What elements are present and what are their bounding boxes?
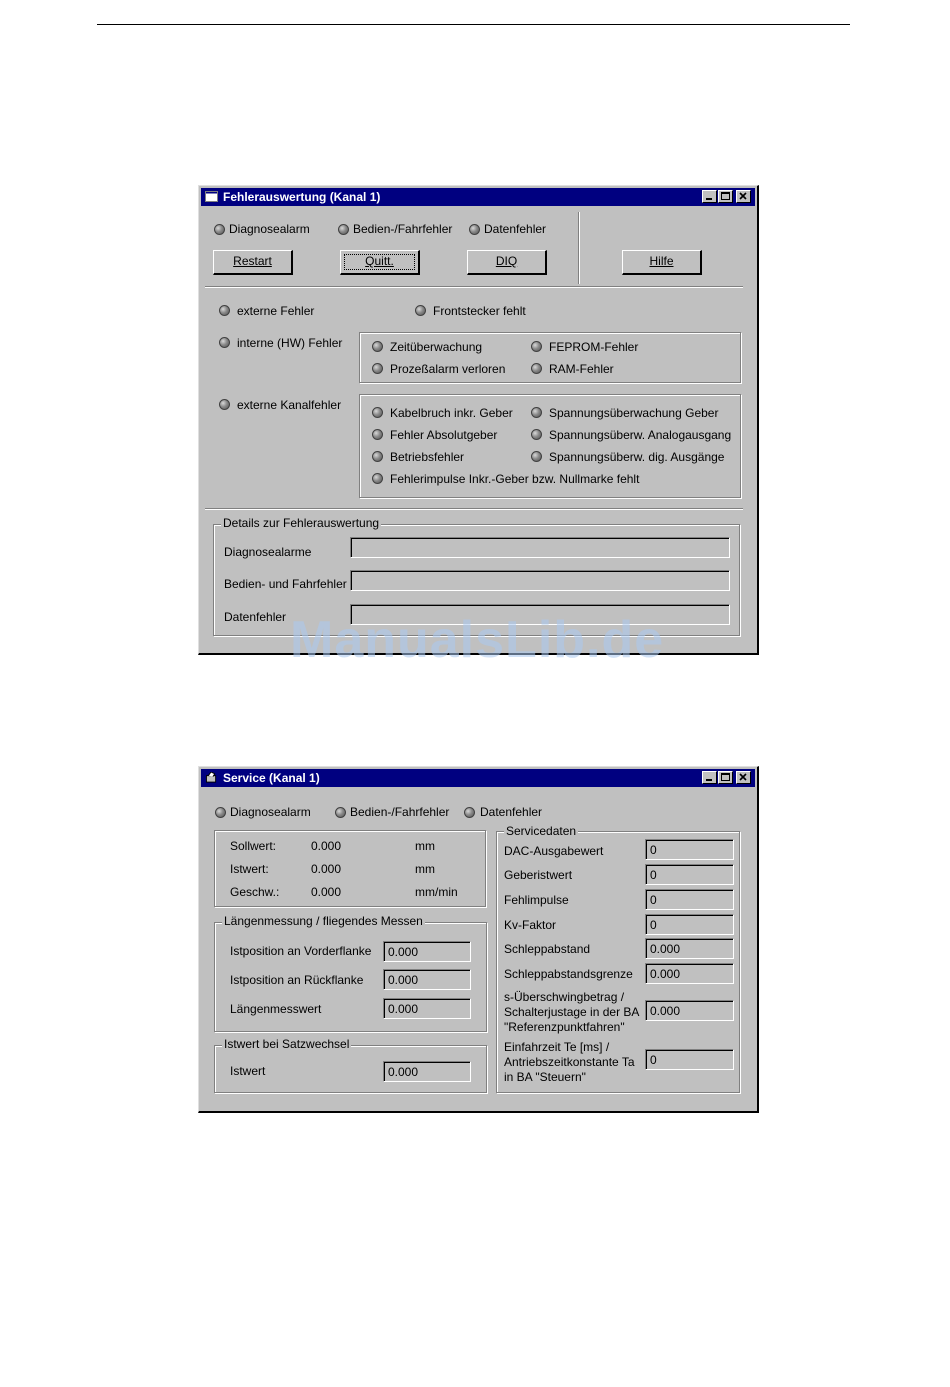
fehlimpulse-field[interactable]: 0 [645, 889, 734, 910]
fehlimpulse-label: Fehlimpulse [504, 893, 569, 907]
separator-2 [205, 508, 743, 510]
betriebsfehler-led [372, 451, 383, 462]
sollwert-value: 0.000 [311, 839, 342, 853]
geberistwert-field[interactable]: 0 [645, 864, 734, 885]
title-bar[interactable] [201, 769, 755, 787]
hilfe-button[interactable]: Hilfe [622, 250, 702, 275]
interne-fehler-led [219, 337, 230, 348]
istwert-value: 0.000 [311, 862, 342, 876]
close-button[interactable] [736, 190, 751, 203]
spannung-geber-label: Spannungsüberwachung Geber [549, 406, 719, 420]
vorderflanke-label: Istposition an Vorderflanke [230, 944, 372, 958]
minimize-button[interactable] [702, 190, 717, 203]
diagnosealarme-field[interactable] [350, 537, 730, 558]
diagnosealarm-led [215, 807, 226, 818]
kabelbruch-led [372, 407, 383, 418]
overshoot-field[interactable]: 0.000 [645, 1000, 734, 1021]
laengenmesswert-field[interactable]: 0.000 [383, 998, 471, 1019]
service-icon [205, 772, 218, 783]
datenfehler-led [464, 807, 475, 818]
diagnosealarm-label: Diagnosealarm [230, 805, 311, 819]
externe-fehler-label: externe Fehler [237, 304, 315, 318]
close-button[interactable] [736, 771, 751, 784]
fehlerimpulse-led [372, 473, 383, 484]
restart-button[interactable]: Restart [213, 250, 293, 275]
page-top-rule [97, 24, 850, 25]
prozessalarm-led [372, 363, 383, 374]
rueckflanke-label: Istposition an Rückflanke [230, 973, 364, 987]
kv-faktor-label: Kv-Faktor [504, 918, 557, 932]
kabelbruch-label: Kabelbruch inkr. Geber [390, 406, 513, 420]
interne-fehler-label: interne (HW) Fehler [237, 336, 343, 350]
feprom-led [531, 341, 542, 352]
title-bar[interactable] [201, 188, 755, 206]
betriebsfehler-label: Betriebsfehler [390, 450, 465, 464]
spannung-dig-label: Spannungsüberw. dig. Ausgänge [549, 450, 725, 464]
geschw-value: 0.000 [311, 885, 342, 899]
maximize-button[interactable] [718, 771, 733, 784]
geschw-unit: mm/min [415, 885, 458, 899]
bedienfehler-label: Bedien-/Fahrfehler [353, 222, 453, 236]
setchange-istwert-label: Istwert [230, 1064, 266, 1078]
feprom-label: FEPROM-Fehler [549, 340, 639, 354]
frontstecker-led [415, 305, 426, 316]
spannung-dig-led [531, 451, 542, 462]
maximize-button[interactable] [718, 190, 733, 203]
schleppabstandsgrenze-field[interactable]: 0.000 [645, 963, 734, 984]
servicedaten-title: Servicedaten [506, 824, 577, 838]
schleppabstandsgrenze-label: Schleppabstandsgrenze [504, 967, 633, 981]
fehlerimpulse-label: Fehlerimpulse Inkr.-Geber bzw. Nullmarke fehlt [390, 472, 640, 486]
kv-faktor-field[interactable]: 0 [645, 914, 734, 935]
dac-field[interactable]: 0 [645, 839, 734, 860]
overshoot-label: s-Überschwingbetrag / Schalterjustage in der BA "Referenzpunktfahren" [504, 990, 640, 1034]
datenfehler-label: Datenfehler [480, 805, 543, 819]
dac-label: DAC-Ausgabewert [504, 844, 604, 858]
geschw-label: Geschw.: [230, 885, 280, 899]
sollwert-label: Sollwert: [230, 839, 277, 853]
istwert-unit: mm [415, 862, 435, 876]
bedienfehler-label: Bedien-/Fahrfehler [350, 805, 450, 819]
datenfehler-details-label: Datenfehler [224, 610, 287, 624]
minimize-button[interactable] [702, 771, 717, 784]
entry-time-field[interactable]: 0 [645, 1049, 734, 1070]
entry-time-label: Einfahrzeit Te [ms] / Antriebszeitkonstante Ta in BA "Steuern" [504, 1040, 635, 1084]
rueckflanke-field[interactable]: 0.000 [383, 969, 471, 990]
absolutgeber-label: Fehler Absolutgeber [390, 428, 498, 442]
sollwert-unit: mm [415, 839, 435, 853]
service-window [198, 766, 759, 1113]
header-divider [578, 212, 580, 284]
setchange-title: Istwert bei Satzwechsel [224, 1037, 350, 1051]
prozessalarm-label: Prozeßalarm verloren [390, 362, 506, 376]
close-icon [739, 773, 748, 782]
fehlerauswertung-window [198, 185, 759, 655]
bedienfehler-details-label: Bedien- und Fahrfehler [224, 577, 347, 591]
diagnosealarm-led [214, 224, 225, 235]
externe-fehler-led [219, 305, 230, 316]
separator-1 [205, 286, 743, 288]
schleppabstand-field[interactable]: 0.000 [645, 938, 734, 959]
diagnosealarme-label: Diagnosealarme [224, 545, 312, 559]
datenfehler-led [469, 224, 480, 235]
ram-fehler-label: RAM-Fehler [549, 362, 614, 376]
maximize-icon [721, 773, 730, 782]
maximize-icon [721, 192, 730, 201]
diagnosealarm-label: Diagnosealarm [229, 222, 310, 236]
watermark: ManualsLib.de [290, 611, 665, 669]
spannung-analog-label: Spannungsüberw. Analogausgang [549, 428, 732, 442]
bedienfehler-details-field[interactable] [350, 570, 730, 591]
datenfehler-label: Datenfehler [484, 222, 547, 236]
schleppabstand-label: Schleppabstand [504, 942, 591, 956]
absolutgeber-led [372, 429, 383, 440]
window-title: Service (Kanal 1) [223, 771, 320, 785]
bedienfehler-led [335, 807, 346, 818]
window-icon [205, 191, 218, 202]
geberistwert-label: Geberistwert [504, 868, 573, 882]
zeitueberwachung-label: Zeitüberwachung [390, 340, 483, 354]
spannung-geber-led [531, 407, 542, 418]
laengenmesswert-label: Längenmesswert [230, 1002, 322, 1016]
vorderflanke-field[interactable]: 0.000 [383, 941, 471, 962]
bedienfehler-led [338, 224, 349, 235]
frontstecker-label: Frontstecker fehlt [433, 304, 526, 318]
kanalfehler-led [219, 399, 230, 410]
quitt-button[interactable]: Quitt. [340, 250, 420, 275]
diq-button[interactable]: DIQ [467, 250, 547, 275]
kanalfehler-label: externe Kanalfehler [237, 398, 342, 412]
minimize-icon [705, 192, 714, 201]
details-group-title: Details zur Fehlerauswertung [223, 516, 380, 530]
istwert-label: Istwert: [230, 862, 269, 876]
ram-fehler-led [531, 363, 542, 374]
window-title: Fehlerauswertung (Kanal 1) [223, 190, 381, 204]
length-measurement-title: Längenmessung / fliegendes Messen [224, 914, 423, 928]
setchange-istwert-field[interactable]: 0.000 [383, 1061, 471, 1082]
spannung-analog-led [531, 429, 542, 440]
close-icon [739, 192, 748, 201]
zeitueberwachung-led [372, 341, 383, 352]
minimize-icon [705, 773, 714, 782]
